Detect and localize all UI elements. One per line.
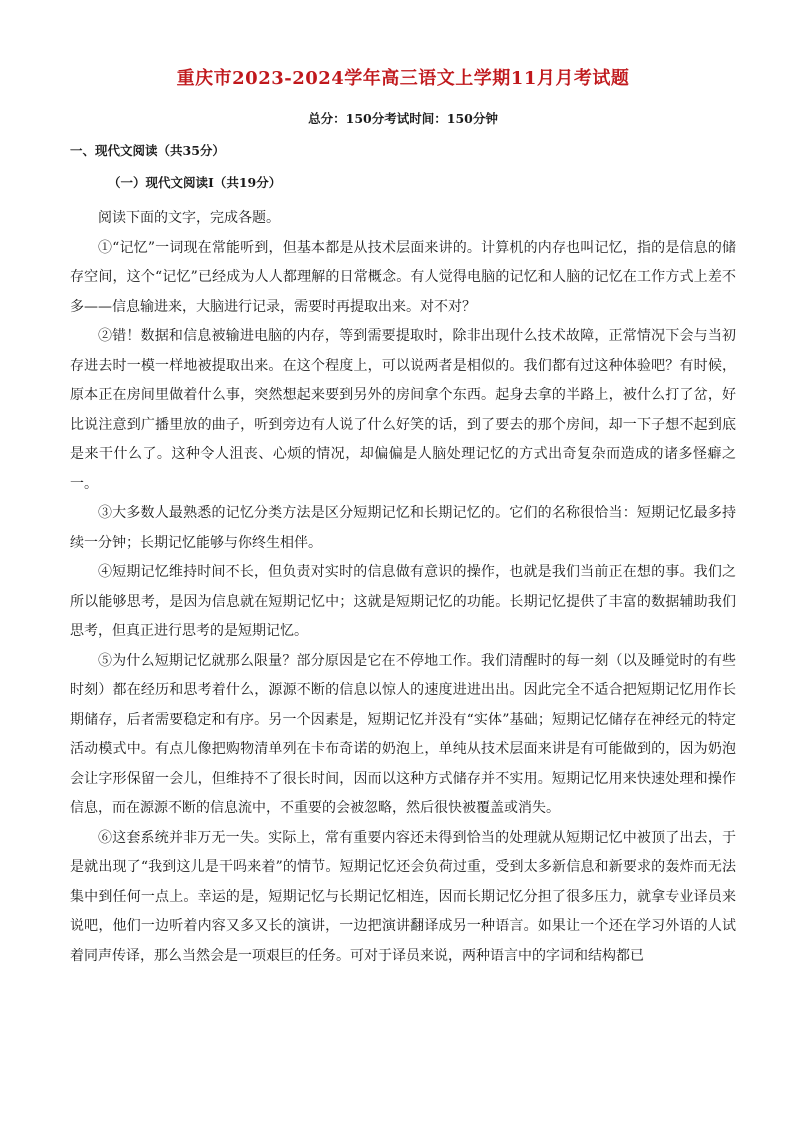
paragraph-1: ①“记忆”一词现在常能听到，但基本都是从技术层面来讲的。计算机的内存也叫记忆，指的是信息的储存空间，这个“记忆”已经成为人人都理解的日常概念。有人觉得电脑的记忆和人脑的记忆在工作方式上差不多——信息输进来，大脑进行记录，需要时再提取出来。对不对？ <box>70 239 736 315</box>
paragraph-3: ③大多数人最熟悉的记忆分类方法是区分短期记忆和长期记忆的。它们的名称很恰当：短期记忆最多持续一分钟；长期记忆能够与你终生相伴。 <box>70 505 736 551</box>
paragraph-5: ⑤为什么短期记忆就那么限量？部分原因是它在不停地工作。我们清醒时的每一刻（以及睡觉时的有些时刻）都在经历和思考着什么，源源不断的信息以惊人的速度进进出出。因此完全不适合把短期记忆用作长期储存，后者需要稳定和有序。另一个因素是，短期记忆并没有“实体”基础；短期记忆储存在神经元的特定活动模式中。有点儿像把购物清单列在卡布奇诺的奶泡上，单纯从技术层面来讲是有可能做到的，因为奶泡会让字形保留一会儿，但维持不了很长时间，因而以这种方式储存并不实用。短期记忆用来快速处理和操作信息，而在源源不断的信息流中，不重要的会被忽略，然后很快被覆盖或消失。 <box>70 652 736 816</box>
reading-instruction: 阅读下面的文字，完成各题。 <box>98 210 280 226</box>
document-title: 重庆市2023-2024学年高三语文上学期11月月考试题 <box>176 68 630 89</box>
section-heading: 一、现代文阅读（共35分） <box>70 143 225 158</box>
subsection-heading: （一）现代文阅读Ⅰ（共19分） <box>108 175 282 190</box>
paragraph-6: ⑥这套系统并非万无一失。实际上，常有重要内容还未得到恰当的处理就从短期记忆中被顶了出去，于是就出现了“我到这儿是干吗来着”的情节。短期记忆还会负荷过重，受到太多新信息和新要求的轰炸而无法集中到任何一点上。幸运的是，短期记忆与长期记忆相连，因而长期记忆分担了很多压力，就拿专业译员来说吧，他们一边听着内容又多又长的演讲，一边把演讲翻译成另一种语言。如果让一个还在学习外语的人试着同声传译，那么当然会是一项艰巨的任务。可对于译员来说，两种语言中的字词和结构都已 <box>70 829 736 964</box>
paragraph-2: ②错！数据和信息被输进电脑的内存，等到需要提取时，除非出现什么技术故障，正常情况下会与当初存进去时一模一样地被提取出来。在这个程度上，可以说两者是相似的。我们都有过这种体验吧？有时候，原本正在房间里做着什么事，突然想起来要到另外的房间拿个东西。起身去拿的半路上，被什么打了岔，好比说注意到广播里放的曲子，听到旁边有人说了什么好笑的话，到了要去的那个房间，却一下子想不起到底是来干什么了。这种令人沮丧、心烦的情况，却偏偏是人脑处理记忆的方式出奇复杂而造成的诸多怪癖之一。 <box>70 328 736 492</box>
paragraph-4: ④短期记忆维持时间不长，但负责对实时的信息做有意识的操作，也就是我们当前正在想的事。我们之所以能够思考，是因为信息就在短期记忆中；这就是短期记忆的功能。长期记忆提供了丰富的数据辅助我们思考，但真正进行思考的是短期记忆。 <box>70 564 736 639</box>
exam-info: 总分：150分考试时间：150分钟 <box>308 111 498 126</box>
